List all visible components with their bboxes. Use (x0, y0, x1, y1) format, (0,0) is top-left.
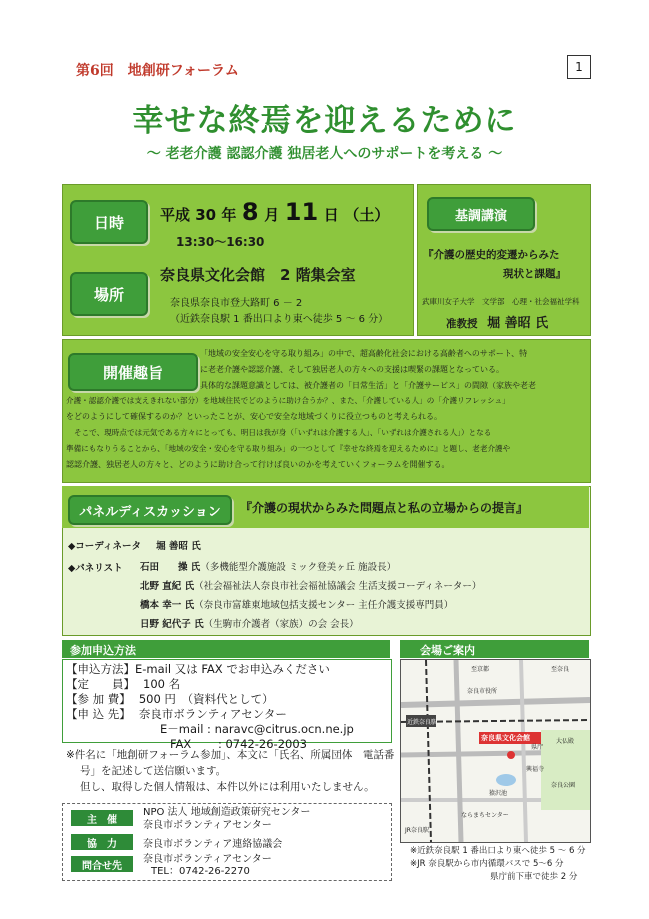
application-email[interactable]: E－mail : naravc@citrus.ocn.ne.jp (160, 722, 354, 736)
organizer-value: 奈良市ボランティア連絡協議会 (143, 839, 283, 850)
keynote-title-line1: 『介護の歴史的変遷からみた (423, 249, 560, 261)
application-notes (66, 747, 394, 795)
coordinator-name: 堀 善昭 氏 (156, 541, 201, 552)
organizer-label: 協 力 (71, 834, 133, 850)
event-time: 13:30～16:30 (176, 235, 265, 249)
map-note-1: ※近鉄奈良駅 1 番出口より東へ徒歩 5 ～ 6 分 (410, 846, 586, 856)
panelist-org: （社会福祉法人奈良市社会福祉協議会 生活支援コーディネーター） (194, 581, 482, 592)
map-label: 奈良公園 (551, 782, 576, 789)
venue-label: 場所 (70, 272, 148, 316)
map-venue-label: 奈良県文化会館 (481, 734, 530, 742)
organizer-value (143, 806, 310, 832)
application-row (66, 662, 354, 677)
application-row-label: 【参 加 費】 (66, 692, 131, 706)
panel-discussion-label: パネルディスカッション (68, 495, 232, 525)
purpose-line-3: 具体的な課題意識としては、被介護者の「日常生活」と「介護サービス」の間隙（家族や老老 (200, 380, 536, 390)
application-row (66, 707, 354, 722)
application-row-value: E-mail 又は FAX でお申込みください (135, 662, 330, 676)
panelist-row (140, 596, 481, 615)
keynote-name: 堀 善昭 氏 (487, 316, 549, 331)
application-row-label: 【申 込 先】 (66, 707, 131, 721)
date-month-unit: 月 (264, 206, 280, 224)
panelist-label: ◆パネリスト (68, 563, 123, 574)
page-title: 幸せな終焉を迎えるために (132, 103, 517, 139)
panelist-list (140, 558, 481, 634)
purpose-line-1: 「地域の安全安心を守る取り組み」の中で、超高齢化社会における高齢者へのサポート、特 (200, 349, 528, 358)
application-row (66, 677, 354, 692)
keynote-position: 准教授 (446, 318, 478, 330)
organizer-row (63, 807, 391, 831)
purpose-line-2: に老老介護や認認介護、そして独居老人の方々への支援は喫緊の課題となっている。 (200, 364, 504, 374)
organizer-value-line: TEL：0742-26-2270 (151, 866, 250, 877)
map-label: 猿沢池 (489, 790, 508, 797)
panelist-row (140, 577, 481, 596)
organizer-value-line: NPO 法人 地域創造政策研究センター (143, 807, 311, 818)
event-date (160, 198, 389, 226)
venue-address: 奈良県奈良市登大路町 6 － 2 (170, 298, 303, 309)
date-prefix: 平成 30 年 (160, 206, 237, 224)
map-label: 大仏殿 (556, 738, 575, 745)
venue-access: （近鉄奈良駅 1 番出口より東へ徒歩 5 ～ 6 分） (170, 314, 389, 325)
application-note-3: 但し、取得した個人情報は、本件以外には利用いたしません。 (80, 781, 375, 793)
page-number (567, 55, 591, 79)
map-label: JR奈良駅 (405, 827, 429, 834)
purpose-line-6: そこで、現時点では元気である方々にとっても、明日は我が身（「いずれは介護する人」、「いずれは介護される人」）となる (74, 427, 492, 437)
purpose-line-7: 準備にもなりうることから、「地域の安全・安心を守る取り組み」の一つとして『幸せな終焉を迎えるために』と題し、老老介護や (66, 443, 511, 453)
purpose-label: 開催趣旨 (68, 353, 198, 391)
panelist-row (140, 558, 481, 577)
page-subtitle: ～ 老老介護 認認介護 独居老人へのサポートを考える ～ (146, 146, 503, 162)
application-details (66, 662, 354, 752)
purpose-line-4: 介護・認認介護では支えきれない部分）を地域住民でどのように助け合うか？、また、「介護している人」の「介護リフレッシュ」 (66, 396, 510, 406)
application-note-2: 号」を記述して送信願います。 (80, 765, 227, 777)
venue-name: 奈良県文化会館 2 階集会室 (160, 266, 356, 284)
map-notes (410, 845, 586, 884)
organizer-value (143, 854, 272, 878)
date-day: 11 (284, 198, 319, 226)
coordinator-label: ◆コーディネータ (68, 541, 142, 552)
map-note-2: ※JR 奈良駅から市内循環バスで 5～6 分 (410, 859, 564, 869)
keynote-affiliation: 武庫川女子大学 文学部 心理・社会福祉学科 (422, 297, 580, 306)
panelist-name: 橋本 幸一 氏 (140, 600, 195, 611)
date-label: 日時 (70, 200, 148, 244)
date-weekday: （土） (344, 206, 390, 224)
map-label: ならまちセンター (461, 812, 509, 819)
organizer-value-line: 奈良市ボランティアセンター (143, 820, 272, 831)
forum-series-label: 第6回 地創研フォーラム (76, 63, 239, 79)
application-row-value: 奈良市ボランティアセンター (138, 707, 287, 721)
organizer-label: 主 催 (71, 810, 133, 826)
panel-discussion-title: 『介護の現状からみた問題点と私の立場からの提言』 (240, 501, 529, 515)
application-row (66, 692, 354, 707)
organizer-label: 問合せ先 (71, 856, 133, 872)
application-note-1: ※件名に「地創研フォーラム参加」、本文に「氏名、所属団体 電話番 (66, 749, 395, 761)
panelist-name: 石田 操 氏 (140, 562, 201, 573)
coordinator-row (68, 538, 201, 552)
keynote-title-line2: 現状と課題』 (503, 268, 566, 280)
date-day-unit: 日 (323, 206, 339, 224)
purpose-line-8: 認認介護、独居老人の方々と、どのように助け合って行けば良いのかを考えていくフォーラムを開催する。 (66, 459, 450, 469)
organizer-value-line: 奈良市ボランティアセンター (143, 854, 272, 865)
application-fax: FAX : 0742-26-2003 (170, 737, 307, 751)
map-label: 奈良市役所 (467, 688, 498, 695)
organizer-row (63, 854, 391, 877)
purpose-line-5: をどのようにして確保するのか？といったことが、安心で安全な地域づくりに役立つものと考えられる。 (66, 412, 442, 422)
date-month: 8 (241, 198, 259, 226)
application-header: 参加申込方法 (70, 644, 136, 657)
panelist-org: （多機能型介護施設 ミック登美ヶ丘 施設長） (200, 562, 397, 573)
keynote-speaker (446, 312, 548, 331)
map-header: 会場ご案内 (420, 644, 475, 657)
keynote-label: 基調講演 (427, 197, 535, 231)
application-row-value: 500 円 （資料代として） (138, 692, 274, 706)
map-label: 興福寺 (526, 766, 545, 773)
application-row-label: 【申込方法】 (66, 662, 135, 676)
map-label: 県庁 (531, 744, 544, 751)
map-station-label: 近鉄奈良駅 (407, 719, 438, 726)
panelist-row (140, 615, 481, 634)
page-number-text: 1 (575, 60, 583, 74)
map-label: 至京都 (471, 666, 490, 673)
application-row-value: 100 名 (143, 677, 181, 691)
panelist-name: 北野 直紀 氏 (140, 581, 195, 592)
panelist-org: （奈良市富雄東地域包括支援センター 主任介護支援専門員） (194, 600, 454, 611)
organizer-box (62, 803, 392, 881)
application-row-label: 【定 員】 (66, 677, 135, 691)
map-note-3: 県庁前下車で徒歩 2 分 (490, 872, 578, 882)
panelist-name: 日野 紀代子 氏 (140, 619, 204, 630)
organizer-row (63, 834, 391, 852)
map-label: 至奈良 (551, 666, 570, 673)
panelist-org: （生駒市介護者（家族）の会 会長） (203, 619, 359, 630)
venue-map (400, 659, 591, 843)
purpose-text (66, 346, 586, 472)
